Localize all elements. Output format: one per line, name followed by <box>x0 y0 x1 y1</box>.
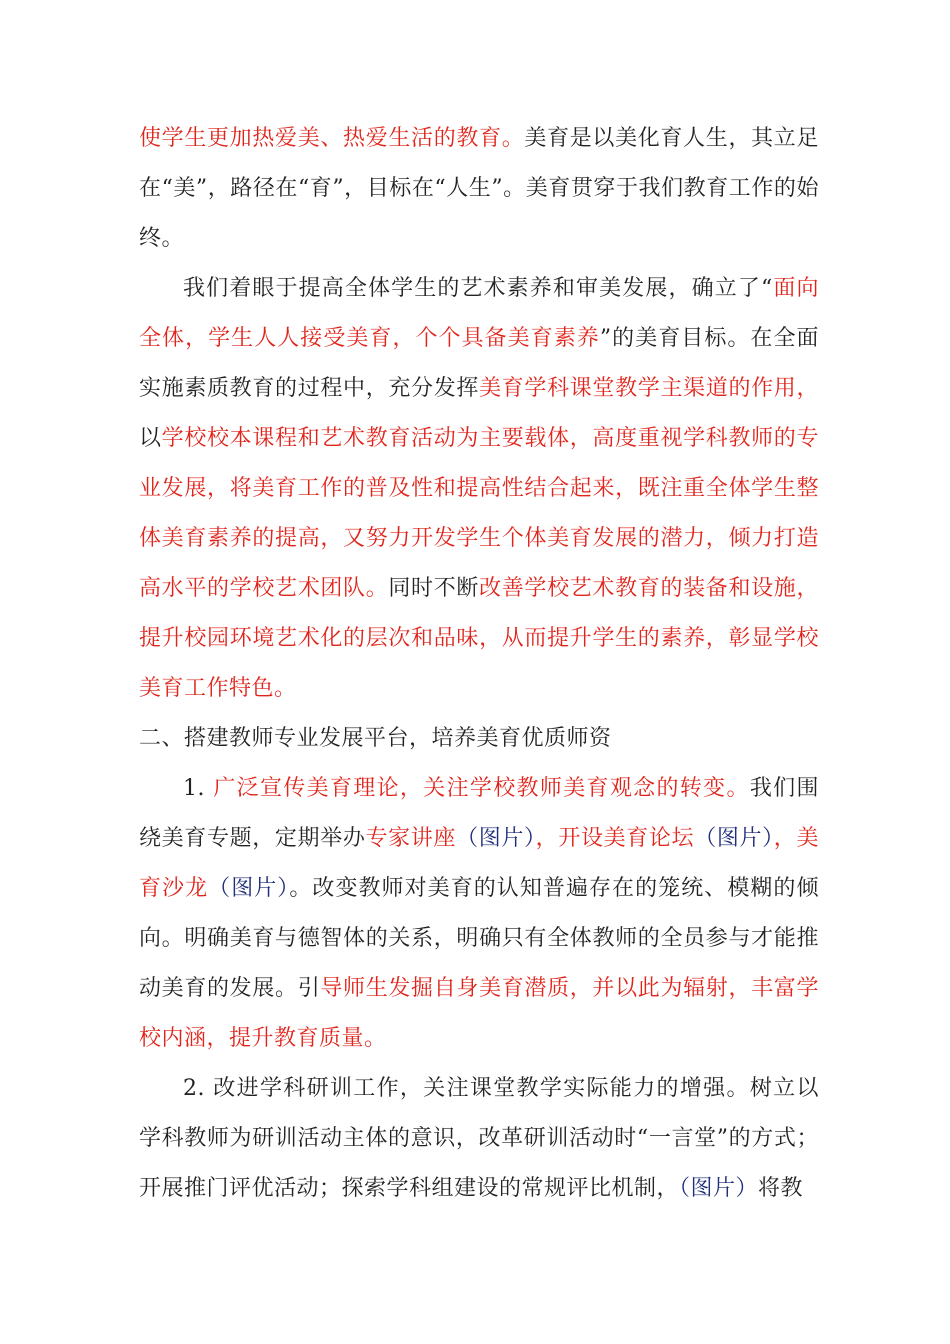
text-run: 我们着眼于提高全体学生的艺术素养和审美发展，确立了“ <box>183 276 773 301</box>
image-placeholder-label: （图片） <box>456 826 536 851</box>
image-placeholder-label: （图片） <box>679 1176 759 1201</box>
paragraph-3 <box>139 764 819 1064</box>
text-run: 使学生更加热爱美、热爱生活的教育。 <box>139 126 525 151</box>
text-run: 1. <box>183 776 214 801</box>
text-run: 广泛宣传美育理论，关注学校教师美育观念的转变。 <box>213 776 750 801</box>
paragraph-1 <box>139 114 819 264</box>
text-run: 以 <box>139 426 162 451</box>
paragraph-2 <box>139 264 819 714</box>
text-run: 改善学校艺术教育的装备和设施，提升校园环境艺术化的层次和品味，从而提升学生的素养，彰显学校美育工作特色。 <box>139 576 819 701</box>
text-run: 2. 改进学科研训工作，关注课堂教学实际能力的增强。树立以学科教师为研训活动主体的意识，改革研训活动时“一言堂”的方式；开展推门评优活动；探索学科组建设的常规评比机制， <box>139 1076 819 1201</box>
text-run: ，美育沙龙 <box>139 826 819 901</box>
text-run: 。改变教师对美育的认知普遍存在的笼统、模糊的倾向。明确美育与德智体的关系，明确只有全体教师的全员参与才能推动美育的发展。引 <box>139 876 819 1001</box>
text-run: 美育是以美化育人生，其立足在“美”，路径在“育”，目标在“人生”。美育贯穿于我们教育工作的始终。 <box>139 126 819 251</box>
text-run: 同时不断 <box>388 576 480 601</box>
image-placeholder-label: （图片） <box>694 826 774 851</box>
text-run: 我们围绕美育专题，定期举办 <box>139 776 819 851</box>
text-run: ，开设美育论坛 <box>535 826 695 851</box>
text-run: 二、搭建教师专业发展平台，培养美育优质师资 <box>139 726 612 751</box>
text-run: 美育学科课堂教学主渠道的作用， <box>479 376 819 401</box>
document-body <box>139 114 819 1214</box>
text-run: 学校校本课程和艺术教育活动为主要载体，高度重视学科教师的专业发展，将美育工作的普及性和提高性结合起来，既注重全体学生整体美育素养的提高，又努力开发学生个体美育发展的潜力，倾力打造高水平的学校艺术团队。 <box>139 426 819 601</box>
text-run: 将教 <box>758 1176 804 1201</box>
image-placeholder-label: （图片） <box>208 876 290 901</box>
text-run: 专家讲座 <box>365 826 457 851</box>
text-run: ”的美育目标。在全面实施素质教育的过程中，充分发挥 <box>139 326 819 401</box>
text-run: 面向全体，学生人人接受美育，个个具备美育素养 <box>139 276 819 351</box>
section-heading <box>139 714 819 764</box>
paragraph-4 <box>139 1064 819 1214</box>
text-run: 导师生发掘自身美育潜质，并以此为辐射，丰富学校内涵，提升教育质量。 <box>139 976 819 1051</box>
